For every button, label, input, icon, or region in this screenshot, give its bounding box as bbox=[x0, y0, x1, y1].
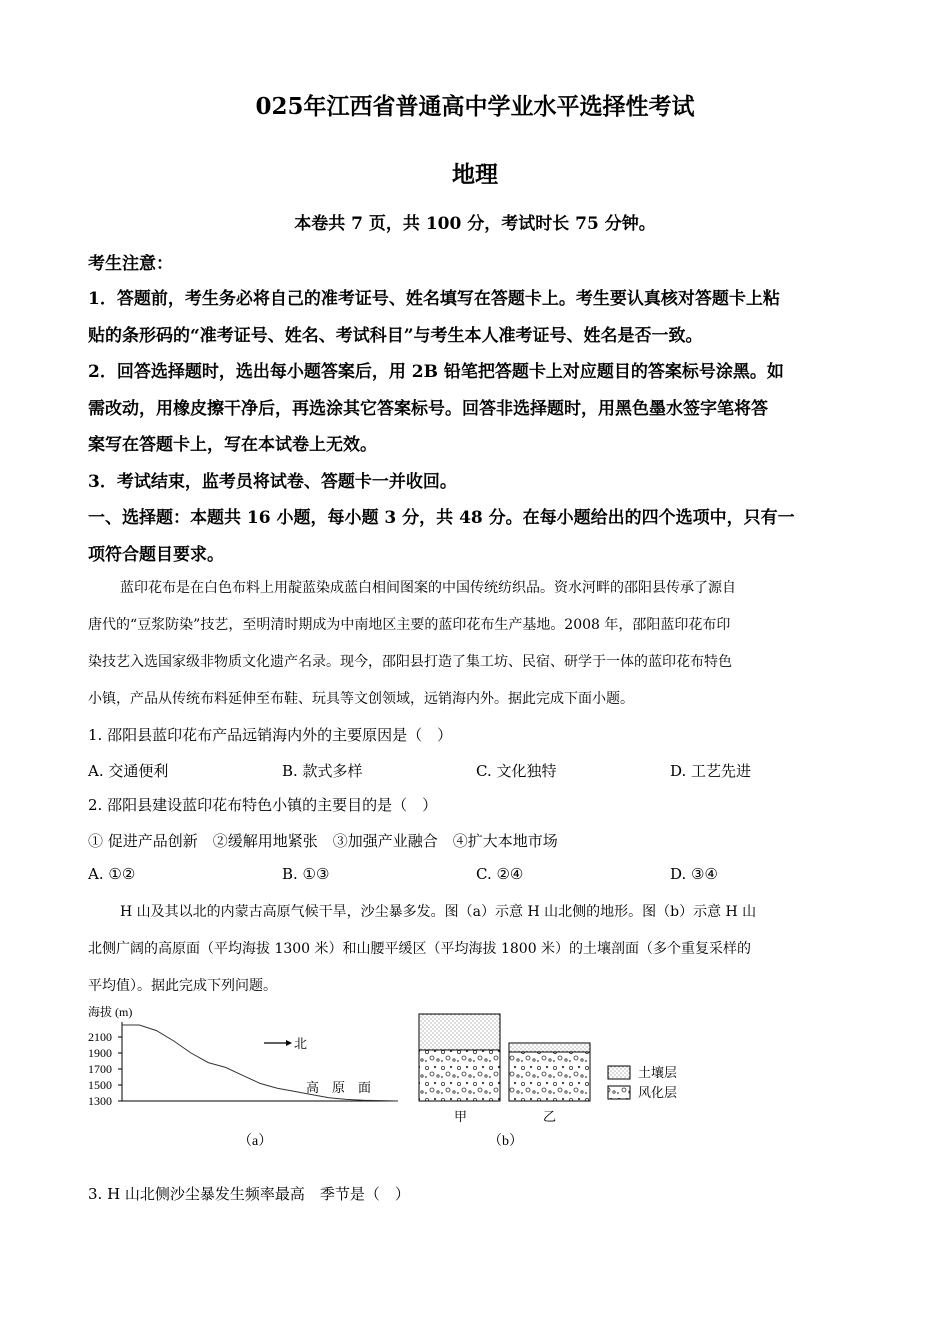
option-c: C. ②④ bbox=[476, 865, 524, 883]
y-tick-label: 1700 bbox=[88, 1062, 112, 1076]
notice-line: 案写在答题卡上，写在本试卷上无效。 bbox=[88, 435, 377, 455]
notice-line: 2．回答选择题时，选出每小题答案后，用 2B 铅笔把答题卡上对应题目的答案标号涂黑。如 bbox=[88, 362, 784, 382]
legend-swatch-weathered bbox=[608, 1086, 630, 1099]
y-tick-label: 1500 bbox=[88, 1078, 112, 1092]
caption-b: （b） bbox=[488, 1134, 523, 1149]
option-a: A. 交通便利 bbox=[88, 762, 169, 780]
option-c: C. 文化独特 bbox=[476, 762, 557, 780]
subject-title: 地理 bbox=[452, 161, 498, 188]
section-heading: 项符合题目要求。 bbox=[88, 545, 224, 565]
legend-swatch-soil bbox=[608, 1066, 630, 1079]
weathered-layer bbox=[509, 1052, 590, 1101]
option-b: B. ①③ bbox=[282, 865, 330, 883]
question-stem: 3. H 山北侧沙尘暴发生频率最高 季节是（ ） bbox=[88, 1185, 410, 1203]
figure-a bbox=[88, 1004, 398, 1149]
soil-layer bbox=[509, 1043, 590, 1052]
option-d: D. 工艺先进 bbox=[670, 762, 752, 780]
column-label-yi: 乙 bbox=[543, 1109, 557, 1124]
y-tick-label: 2100 bbox=[88, 1030, 112, 1044]
north-arrow-head bbox=[286, 1040, 292, 1046]
passage-line: 小镇，产品从传统布料延伸至布鞋、玩具等文创领域，远销海内外。据此完成下面小题。 bbox=[88, 691, 634, 707]
soil-column-jia bbox=[419, 1014, 500, 1101]
notice-line: 贴的条形码的“准考证号、姓名、考试科目”与考生本人准考证号、姓名是否一致。 bbox=[88, 326, 703, 346]
weathered-layer bbox=[419, 1050, 500, 1101]
legend-weathered: 风化层 bbox=[638, 1085, 678, 1100]
notice-heading: 考生注意： bbox=[88, 254, 173, 274]
exam-title: 025年江西省普通高中学业水平选择性考试 bbox=[255, 93, 695, 120]
y-tick-label: 1300 bbox=[88, 1094, 112, 1108]
section-heading: 一、选择题：本题共 16 小题，每小题 3 分，共 48 分。在每小题给出的四个选项中，只有一 bbox=[88, 508, 795, 528]
option-a: A. ①② bbox=[88, 865, 136, 883]
exam-info: 本卷共 7 页，共 100 分，考试时长 75 分钟。 bbox=[294, 214, 656, 234]
question-stem: 1. 邵阳县蓝印花布产品远销海内外的主要原因是（ ） bbox=[88, 726, 453, 744]
statement-list: ① 促进产品创新 ②缓解用地紧张 ③加强产业融合 ④扩大本地市场 bbox=[88, 832, 558, 850]
y-tick-label: 1900 bbox=[88, 1046, 112, 1060]
plateau-label: 高 原 面 bbox=[306, 1080, 372, 1095]
soil-column-yi bbox=[509, 1043, 590, 1101]
question-stem: 2. 邵阳县建设蓝印花布特色小镇的主要目的是（ ） bbox=[88, 796, 438, 814]
option-b: B. 款式多样 bbox=[282, 762, 363, 780]
notice-line: 需改动，用橡皮擦干净后，再选涂其它答案标号。回答非选择题时，用黑色墨水签字笔将答 bbox=[88, 399, 768, 419]
caption-a: （a） bbox=[238, 1134, 273, 1149]
column-label-jia: 甲 bbox=[454, 1109, 468, 1124]
passage-line: 北侧广阔的高原面（平均海拔 1300 米）和山腰平缓区（平均海拔 1800 米）的土壤剖面（多个重复采样的 bbox=[88, 941, 752, 957]
passage-line: 染技艺入选国家级非物质文化遗产名录。现今，邵阳县打造了集工坊、民宿、研学于一体的蓝印花布特色 bbox=[88, 654, 732, 670]
passage-line: 唐代的“豆浆防染”技艺，至明清时期成为中南地区主要的蓝印花布生产基地。2008 年，邵阳蓝印花布印 bbox=[88, 617, 731, 633]
notice-line: 1．答题前，考生务必将自己的准考证号、姓名填写在答题卡上。考生要认真核对答题卡上粘 bbox=[88, 289, 780, 309]
figure-b bbox=[419, 1014, 677, 1149]
legend-soil: 土壤层 bbox=[638, 1065, 678, 1080]
figures bbox=[88, 1000, 708, 1150]
notice-line: 3．考试结束，监考员将试卷、答题卡一并收回。 bbox=[88, 472, 457, 492]
passage-line: H 山及其以北的内蒙古高原气候干旱，沙尘暴多发。图（a）示意 H 山北侧的地形。图（b）示意 H 山 bbox=[120, 904, 757, 920]
y-axis-label: 海拔 (m) bbox=[88, 1005, 133, 1019]
north-label: 北 bbox=[294, 1036, 308, 1051]
soil-layer bbox=[419, 1014, 500, 1050]
passage-line: 平均值）。据此完成下列问题。 bbox=[88, 978, 277, 994]
option-d: D. ③④ bbox=[670, 865, 718, 883]
passage-line: 蓝印花布是在白色布料上用靛蓝染成蓝白相间图案的中国传统纺织品。资水河畔的邵阳县传承了源自 bbox=[120, 580, 736, 596]
